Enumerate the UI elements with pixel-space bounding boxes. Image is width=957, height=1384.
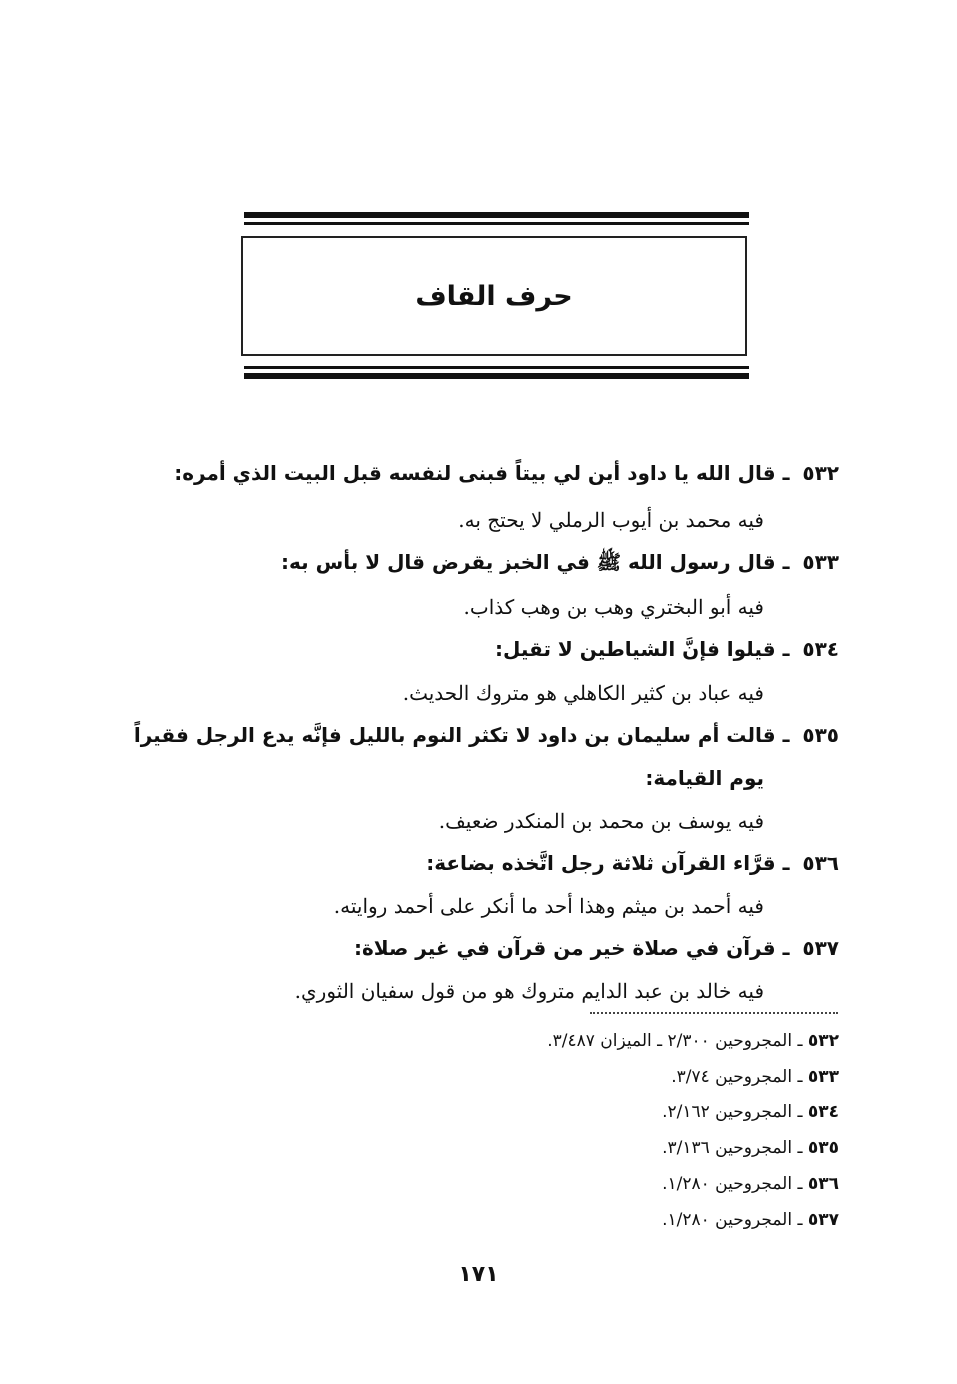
- footnote-533: [671, 1064, 839, 1090]
- entry-text: قال الله يا داود أين لي بيتاً فبنى لنفسه قبل البيت الذي أمره:: [174, 461, 776, 485]
- entry-534-heading: [495, 634, 839, 664]
- footnote-537: [662, 1207, 839, 1233]
- entry-number: ٥٣٧: [802, 936, 839, 960]
- entry-number: ٥٣٥: [802, 723, 839, 747]
- entry-dash: ـ: [782, 851, 790, 875]
- footnote-532: [547, 1028, 839, 1054]
- footnote-number: ٥٣٢: [807, 1031, 839, 1051]
- entry-dash: ـ: [782, 936, 790, 960]
- entry-text: قرآن في صلاة خير من قرآن في غير صلاة:: [354, 936, 776, 960]
- entry-text: قال رسول الله ﷺ في الخبز يقرض قال لا بأس به:: [281, 550, 776, 574]
- entry-535-heading: [134, 720, 839, 750]
- header-bottom-rule-thin: [244, 366, 749, 369]
- footnote-535: [662, 1135, 839, 1161]
- entry-537-heading: [354, 933, 839, 963]
- entry-533-note: فيه أبو البختري وهب بن وهب كذاب.: [463, 595, 764, 619]
- footnote-number: ٥٣٦: [807, 1174, 839, 1194]
- footnote-text: ـ المجروحين ٢/١٦٢.: [662, 1102, 803, 1122]
- page-number: ١٧١: [458, 1262, 499, 1287]
- entry-535-note: فيه يوسف بن محمد بن المنكدر ضعيف.: [438, 809, 764, 833]
- entry-532-heading: [174, 458, 839, 488]
- entry-number: ٥٣٤: [802, 637, 839, 661]
- entry-number: ٥٣٣: [802, 550, 839, 574]
- entry-534-note: فيه عباد بن كثير الكاهلي هو متروك الحديث.: [402, 681, 764, 705]
- entry-537-note: فيه خالد بن عبد الدايم متروك هو من قول سفيان الثوري.: [294, 979, 764, 1003]
- chapter-title: حرف القاف: [415, 280, 573, 312]
- footnote-text: ـ المجروحين ٣/٧٤.: [671, 1067, 803, 1087]
- entry-number: ٥٣٢: [802, 461, 839, 485]
- footnote-number: ٥٣٧: [807, 1210, 839, 1230]
- footnote-separator: [590, 1012, 838, 1014]
- entry-535-continuation: يوم القيامة:: [645, 766, 764, 790]
- chapter-header-box: [241, 236, 747, 356]
- entry-dash: ـ: [782, 461, 790, 485]
- footnote-text: ـ المجروحين ١/٢٨٠.: [662, 1174, 803, 1194]
- entry-dash: ـ: [782, 550, 790, 574]
- entry-text: قرَّاء القرآن ثلاثة رجل اتَّخذه بضاعة:: [426, 851, 776, 875]
- footnote-text: ـ المجروحين ١/٢٨٠.: [662, 1210, 803, 1230]
- entry-536-heading: [426, 848, 839, 878]
- entry-number: ٥٣٦: [802, 851, 839, 875]
- footnote-text: ـ المجروحين ٢/٣٠٠ ـ الميزان ٣/٤٨٧.: [547, 1031, 803, 1051]
- footnote-text: ـ المجروحين ٣/١٣٦.: [662, 1138, 803, 1158]
- header-bottom-rule-thick: [244, 373, 749, 379]
- entry-dash: ـ: [782, 637, 790, 661]
- header-top-rule-thick: [244, 212, 749, 218]
- footnote-number: ٥٣٣: [807, 1067, 839, 1087]
- entry-text: قالت أم سليمان بن داود لا تكثر النوم بالليل فإنَّه يدع الرجل فقيراً: [133, 723, 776, 747]
- entry-text: قيلوا فإنَّ الشياطين لا تقيل:: [495, 637, 776, 661]
- entry-533-heading: [281, 547, 839, 577]
- footnote-number: ٥٣٤: [807, 1102, 839, 1122]
- header-top-rule-thin: [244, 222, 749, 225]
- footnote-536: [662, 1171, 839, 1197]
- footnote-number: ٥٣٥: [807, 1138, 839, 1158]
- entry-532-note: فيه محمد بن أيوب الرملي لا يحتج به.: [458, 508, 764, 532]
- entry-dash: ـ: [782, 723, 790, 747]
- entry-536-note: فيه أحمد بن ميثم وهذا أحد ما أنكر على أحمد روايته.: [333, 894, 764, 918]
- footnote-534: [662, 1099, 839, 1125]
